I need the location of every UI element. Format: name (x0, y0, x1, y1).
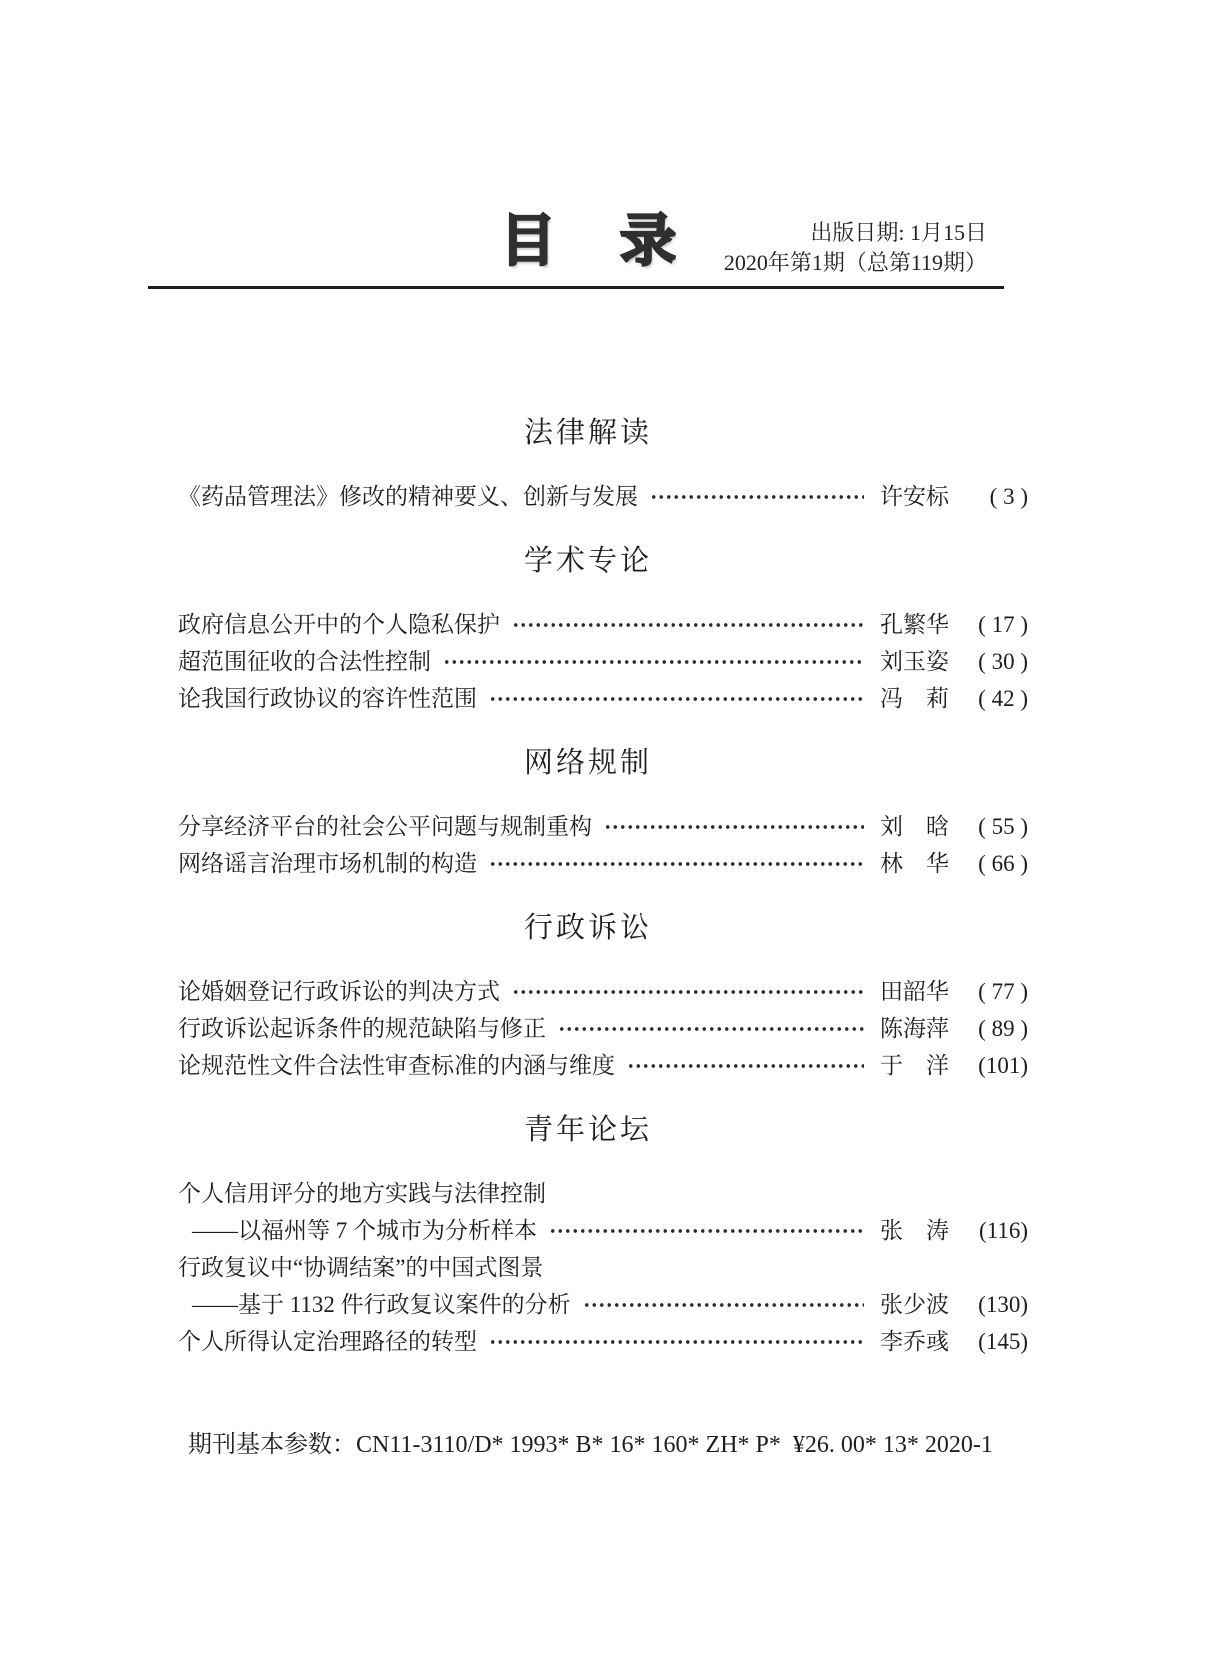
toc-entry (148, 1047, 1028, 1084)
dot-leader (549, 1227, 864, 1235)
article-title-line1: 行政复议中“协调结案”的中国式图景 (178, 1255, 544, 1280)
dot-leader (512, 621, 864, 629)
article-title: 政府信息公开中的个人隐私保护 (178, 612, 500, 637)
article-title: 《药品管理法》修改的精神要义、创新与发展 (178, 484, 638, 509)
toc-entry (148, 1286, 1028, 1323)
article-title: 超范围征收的合法性控制 (178, 649, 431, 674)
section-heading-legal-interpretation: 法律解读 (523, 417, 652, 449)
article-author: 冯 莉 (880, 686, 949, 711)
page-number: ( 77 ) (978, 979, 1028, 1004)
article-author: 许安标 (880, 484, 949, 509)
article-author: 于 洋 (880, 1053, 949, 1078)
publish-date: 出版日期: 1月15日 (810, 220, 987, 245)
section-heading-administrative-litigation: 行政诉讼 (523, 912, 652, 944)
article-author: 刘玉姿 (880, 649, 949, 674)
article-subtitle: ——以福州等 7 个城市为分析样本 (192, 1218, 537, 1243)
toc-entry (148, 1010, 1028, 1047)
article-title: 论婚姻登记行政诉讼的判决方式 (178, 979, 500, 1004)
dot-leader (650, 493, 864, 501)
toc-entry (148, 643, 1028, 680)
page-number: ( 55 ) (978, 814, 1028, 839)
page-number: ( 3 ) (989, 484, 1028, 509)
toc-entry-lead-line (148, 1175, 1028, 1212)
toc-entry-lead-line (148, 1249, 1028, 1286)
section-heading-youth-forum: 青年论坛 (523, 1114, 652, 1146)
page-number: (101) (978, 1053, 1028, 1078)
article-title: 个人所得认定治理路径的转型 (178, 1329, 477, 1354)
article-author: 林 华 (880, 851, 949, 876)
toc-entry (148, 845, 1028, 882)
toc-entry (148, 606, 1028, 643)
header-divider (148, 286, 1004, 289)
page-header (0, 0, 1217, 289)
toc-entry (148, 1323, 1028, 1360)
article-title: 论我国行政协议的容许性范围 (178, 686, 477, 711)
toc-entry (148, 478, 1028, 515)
page-title: 目 录 (500, 211, 680, 273)
dot-leader (489, 1338, 864, 1346)
page-number: ( 42 ) (978, 686, 1028, 711)
dot-leader (489, 695, 864, 703)
dot-leader (443, 658, 864, 666)
toc-body (148, 289, 1028, 1360)
page-footer (148, 1429, 1028, 1461)
dot-leader (583, 1301, 864, 1309)
article-author: 陈海萍 (880, 1016, 949, 1041)
article-title: 论规范性文件合法性审查标准的内涵与维度 (178, 1053, 615, 1078)
issue-info: 2020年第1期（总第119期） (723, 250, 987, 275)
toc-entry (148, 680, 1028, 717)
page-number: (130) (978, 1292, 1028, 1317)
toc-entry (148, 973, 1028, 1010)
journal-parameters: 期刊基本参数：CN11-3110/D* 1993* B* 16* 160* ZH* P* ¥26. 00* 13* 2020-1 (188, 1432, 993, 1458)
page-number: (145) (978, 1329, 1028, 1354)
dot-leader (558, 1025, 864, 1033)
article-author: 刘 晗 (880, 814, 949, 839)
page-number: ( 89 ) (978, 1016, 1028, 1041)
article-title: 分享经济平台的社会公平问题与规制重构 (178, 814, 592, 839)
dot-leader (489, 860, 864, 868)
article-title: 行政诉讼起诉条件的规范缺陷与修正 (178, 1016, 546, 1041)
dot-leader (604, 823, 864, 831)
page-number: (116) (979, 1218, 1028, 1243)
section-heading-academic-monographs: 学术专论 (523, 545, 652, 577)
dot-leader (627, 1062, 864, 1070)
article-author: 田韶华 (880, 979, 949, 1004)
issue-block (724, 218, 987, 278)
page-number: ( 30 ) (978, 649, 1028, 674)
article-author: 张 涛 (880, 1218, 949, 1243)
page-number: ( 17 ) (978, 612, 1028, 637)
toc-entry (148, 1212, 1028, 1249)
section-heading-internet-regulation: 网络规制 (523, 747, 652, 779)
dot-leader (512, 988, 864, 996)
page-number: ( 66 ) (978, 851, 1028, 876)
article-subtitle: ——基于 1132 件行政复议案件的分析 (192, 1292, 571, 1317)
toc-entry (148, 808, 1028, 845)
article-author: 孔繁华 (880, 612, 949, 637)
article-author: 张少波 (880, 1292, 949, 1317)
article-title: 网络谣言治理市场机制的构造 (178, 851, 477, 876)
article-title-line1: 个人信用评分的地方实践与法律控制 (178, 1181, 546, 1206)
article-author: 李乔彧 (880, 1329, 949, 1354)
